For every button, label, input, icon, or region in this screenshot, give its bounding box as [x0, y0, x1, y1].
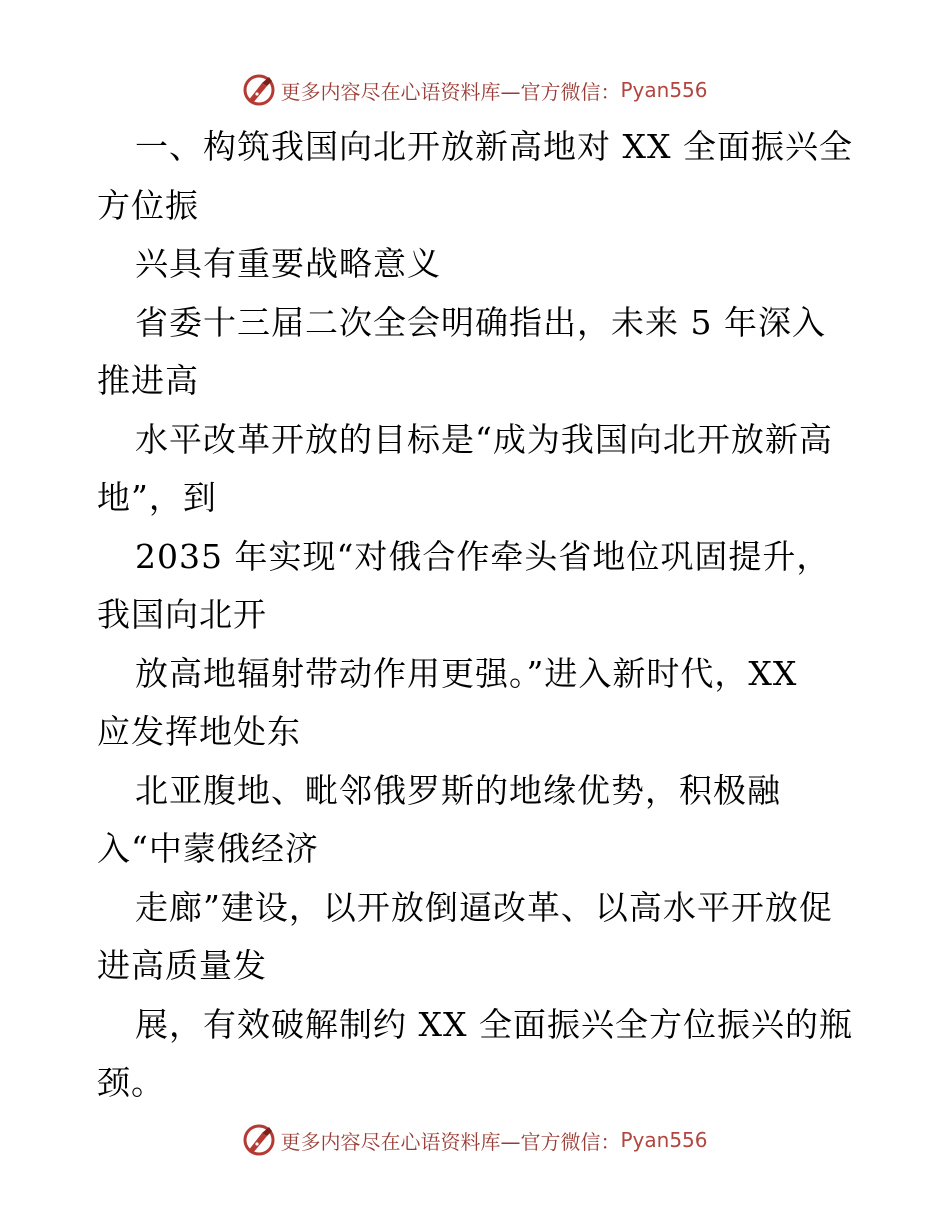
banner-text: 更多内容尽在心语资料库—官方微信： [280, 79, 621, 104]
header-banner [0, 70, 950, 110]
paragraph [97, 118, 897, 235]
paragraph [97, 996, 897, 1113]
document-body [97, 118, 897, 1113]
text-line: 方位振 [97, 185, 199, 225]
text-line: 放高地辐射带动作用更强。”进入新时代，XX [135, 653, 798, 693]
text-line: 应发挥地处东 [97, 712, 301, 751]
text-line: 省委十三届二次全会明确指出，未来 5 年深入 [135, 302, 826, 342]
paragraph [97, 762, 897, 879]
text-line: 推进高 [97, 361, 199, 400]
text-line: 兴具有重要战略意义 [135, 244, 441, 283]
banner-wechat-handle: Pyan556 [620, 1128, 708, 1152]
paragraph [97, 645, 897, 762]
paragraph [97, 294, 897, 411]
banner-text: 更多内容尽在心语资料库—官方微信： [280, 1129, 621, 1154]
text-line: 北亚腹地、毗邻俄罗斯的地缘优势，积极融 [135, 770, 781, 810]
text-line: 展，有效破解制约 XX 全面振兴全方位振兴的瓶 [135, 1004, 853, 1044]
text-line: 2035 年实现“对俄合作牵头省地位巩固提升， [135, 536, 831, 576]
text-line: 水平改革开放的目标是“成为我国向北开放新高 [135, 419, 833, 459]
paragraph [97, 235, 897, 294]
paragraph [97, 411, 897, 528]
text-line: 进高质量发 [97, 946, 267, 985]
text-line: 我国向北开 [97, 595, 267, 634]
footer-banner [0, 1120, 950, 1160]
paragraph [97, 879, 897, 996]
text-line: 走廊”建设，以开放倒逼改革、以高水平开放促 [135, 887, 833, 927]
text-line: 一、构筑我国向北开放新高地对 XX 全面振兴全 [135, 127, 853, 166]
text-line: 颈。 [97, 1063, 165, 1102]
text-line: 地”，到 [97, 478, 217, 517]
pen-nib-logo-icon [242, 1123, 276, 1157]
paragraph [97, 528, 897, 645]
banner-wechat-handle: Pyan556 [620, 78, 708, 102]
pen-nib-logo-icon [242, 73, 276, 107]
text-line: 入“中蒙俄经济 [97, 829, 319, 868]
